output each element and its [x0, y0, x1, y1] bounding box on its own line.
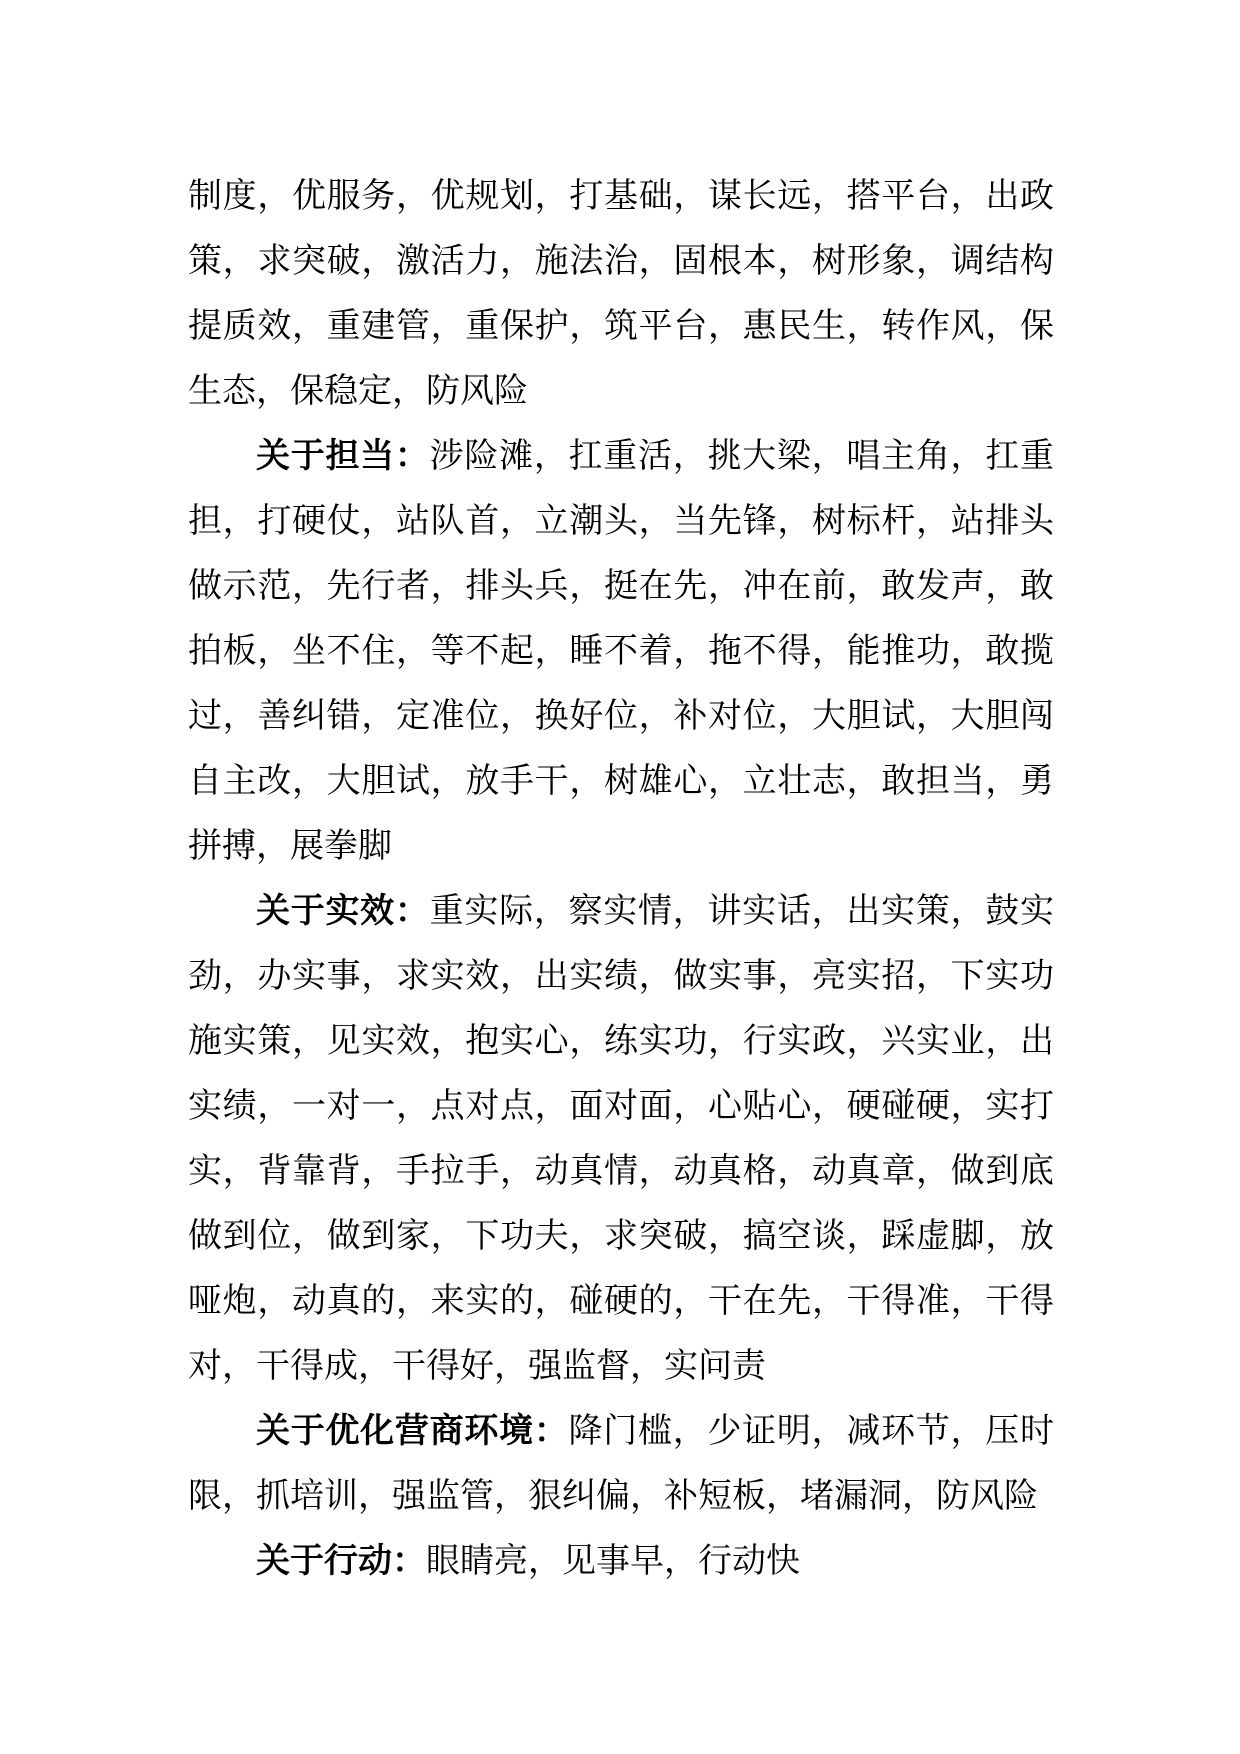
section-xingdong	[188, 1529, 1054, 1594]
section-first-line	[188, 879, 1054, 944]
text-line: 劲，办实事，求实效，出实绩，做实事，亮实招，下实功	[188, 956, 1054, 996]
text-line: 限，抓培训，强监管，狠纠偏，补短板，堵漏洞，防风险	[188, 1476, 1038, 1516]
text-line: 施实策，见实效，抱实心，练实功，行实政，兴实业，出	[188, 1021, 1054, 1061]
text-line: 实，背靠背，手拉手，动真情，动真格，动真章，做到底	[188, 1151, 1054, 1191]
text-line: 做到位，做到家，下功夫，求突破，搞空谈，踩虚脚，放	[188, 1216, 1054, 1256]
text-line: 哑炮，动真的，来实的，碰硬的，干在先，干得准，干得	[188, 1281, 1054, 1321]
section-shixiao	[188, 879, 1054, 1399]
section-heading: 关于优化营商环境：	[256, 1411, 569, 1451]
text-line: 提质效，重建管，重保护，筑平台，惠民生，转作风，保	[188, 306, 1054, 346]
section-text: 眼睛亮，见事早，行动快	[426, 1541, 800, 1581]
document-page	[188, 164, 1054, 1594]
section-text: 涉险滩，扛重活，挑大梁，唱主角，扛重	[429, 436, 1055, 476]
section-first-line	[188, 1399, 1054, 1464]
intro-paragraph	[188, 164, 1054, 424]
section-heading: 关于实效：	[256, 891, 430, 931]
section-first-line	[188, 1529, 1054, 1594]
section-heading: 关于担当：	[256, 436, 430, 476]
text-line: 做示范，先行者，排头兵，挺在先，冲在前，敢发声，敢	[188, 566, 1054, 606]
text-line: 对，干得成，干得好，强监督，实问责	[188, 1346, 766, 1386]
text-line: 担，打硬仗，站队首，立潮头，当先锋，树标杆，站排头	[188, 501, 1054, 541]
section-yingshang	[188, 1399, 1054, 1529]
section-text: 重实际，察实情，讲实话，出实策，鼓实	[429, 891, 1055, 931]
text-line: 实绩，一对一，点对点，面对面，心贴心，硬碰硬，实打	[188, 1086, 1054, 1126]
text-line: 制度，优服务，优规划，打基础，谋长远，搭平台，出政	[188, 176, 1054, 216]
text-line: 自主改，大胆试，放手干，树雄心，立壮志，敢担当，勇	[188, 761, 1054, 801]
text-line: 过，善纠错，定准位，换好位，补对位，大胆试，大胆闯	[188, 696, 1054, 736]
section-first-line	[188, 424, 1054, 489]
text-line: 生态，保稳定，防风险	[188, 371, 528, 411]
section-heading: 关于行动：	[256, 1541, 426, 1581]
text-line: 拼搏，展拳脚	[188, 826, 392, 866]
text-line: 拍板，坐不住，等不起，睡不着，拖不得，能推功，敢揽	[188, 631, 1054, 671]
section-dandang	[188, 424, 1054, 879]
text-line: 策，求突破，激活力，施法治，固根本，树形象，调结构	[188, 241, 1054, 281]
section-text: 降门槛，少证明，减环节，压时	[568, 1411, 1055, 1451]
